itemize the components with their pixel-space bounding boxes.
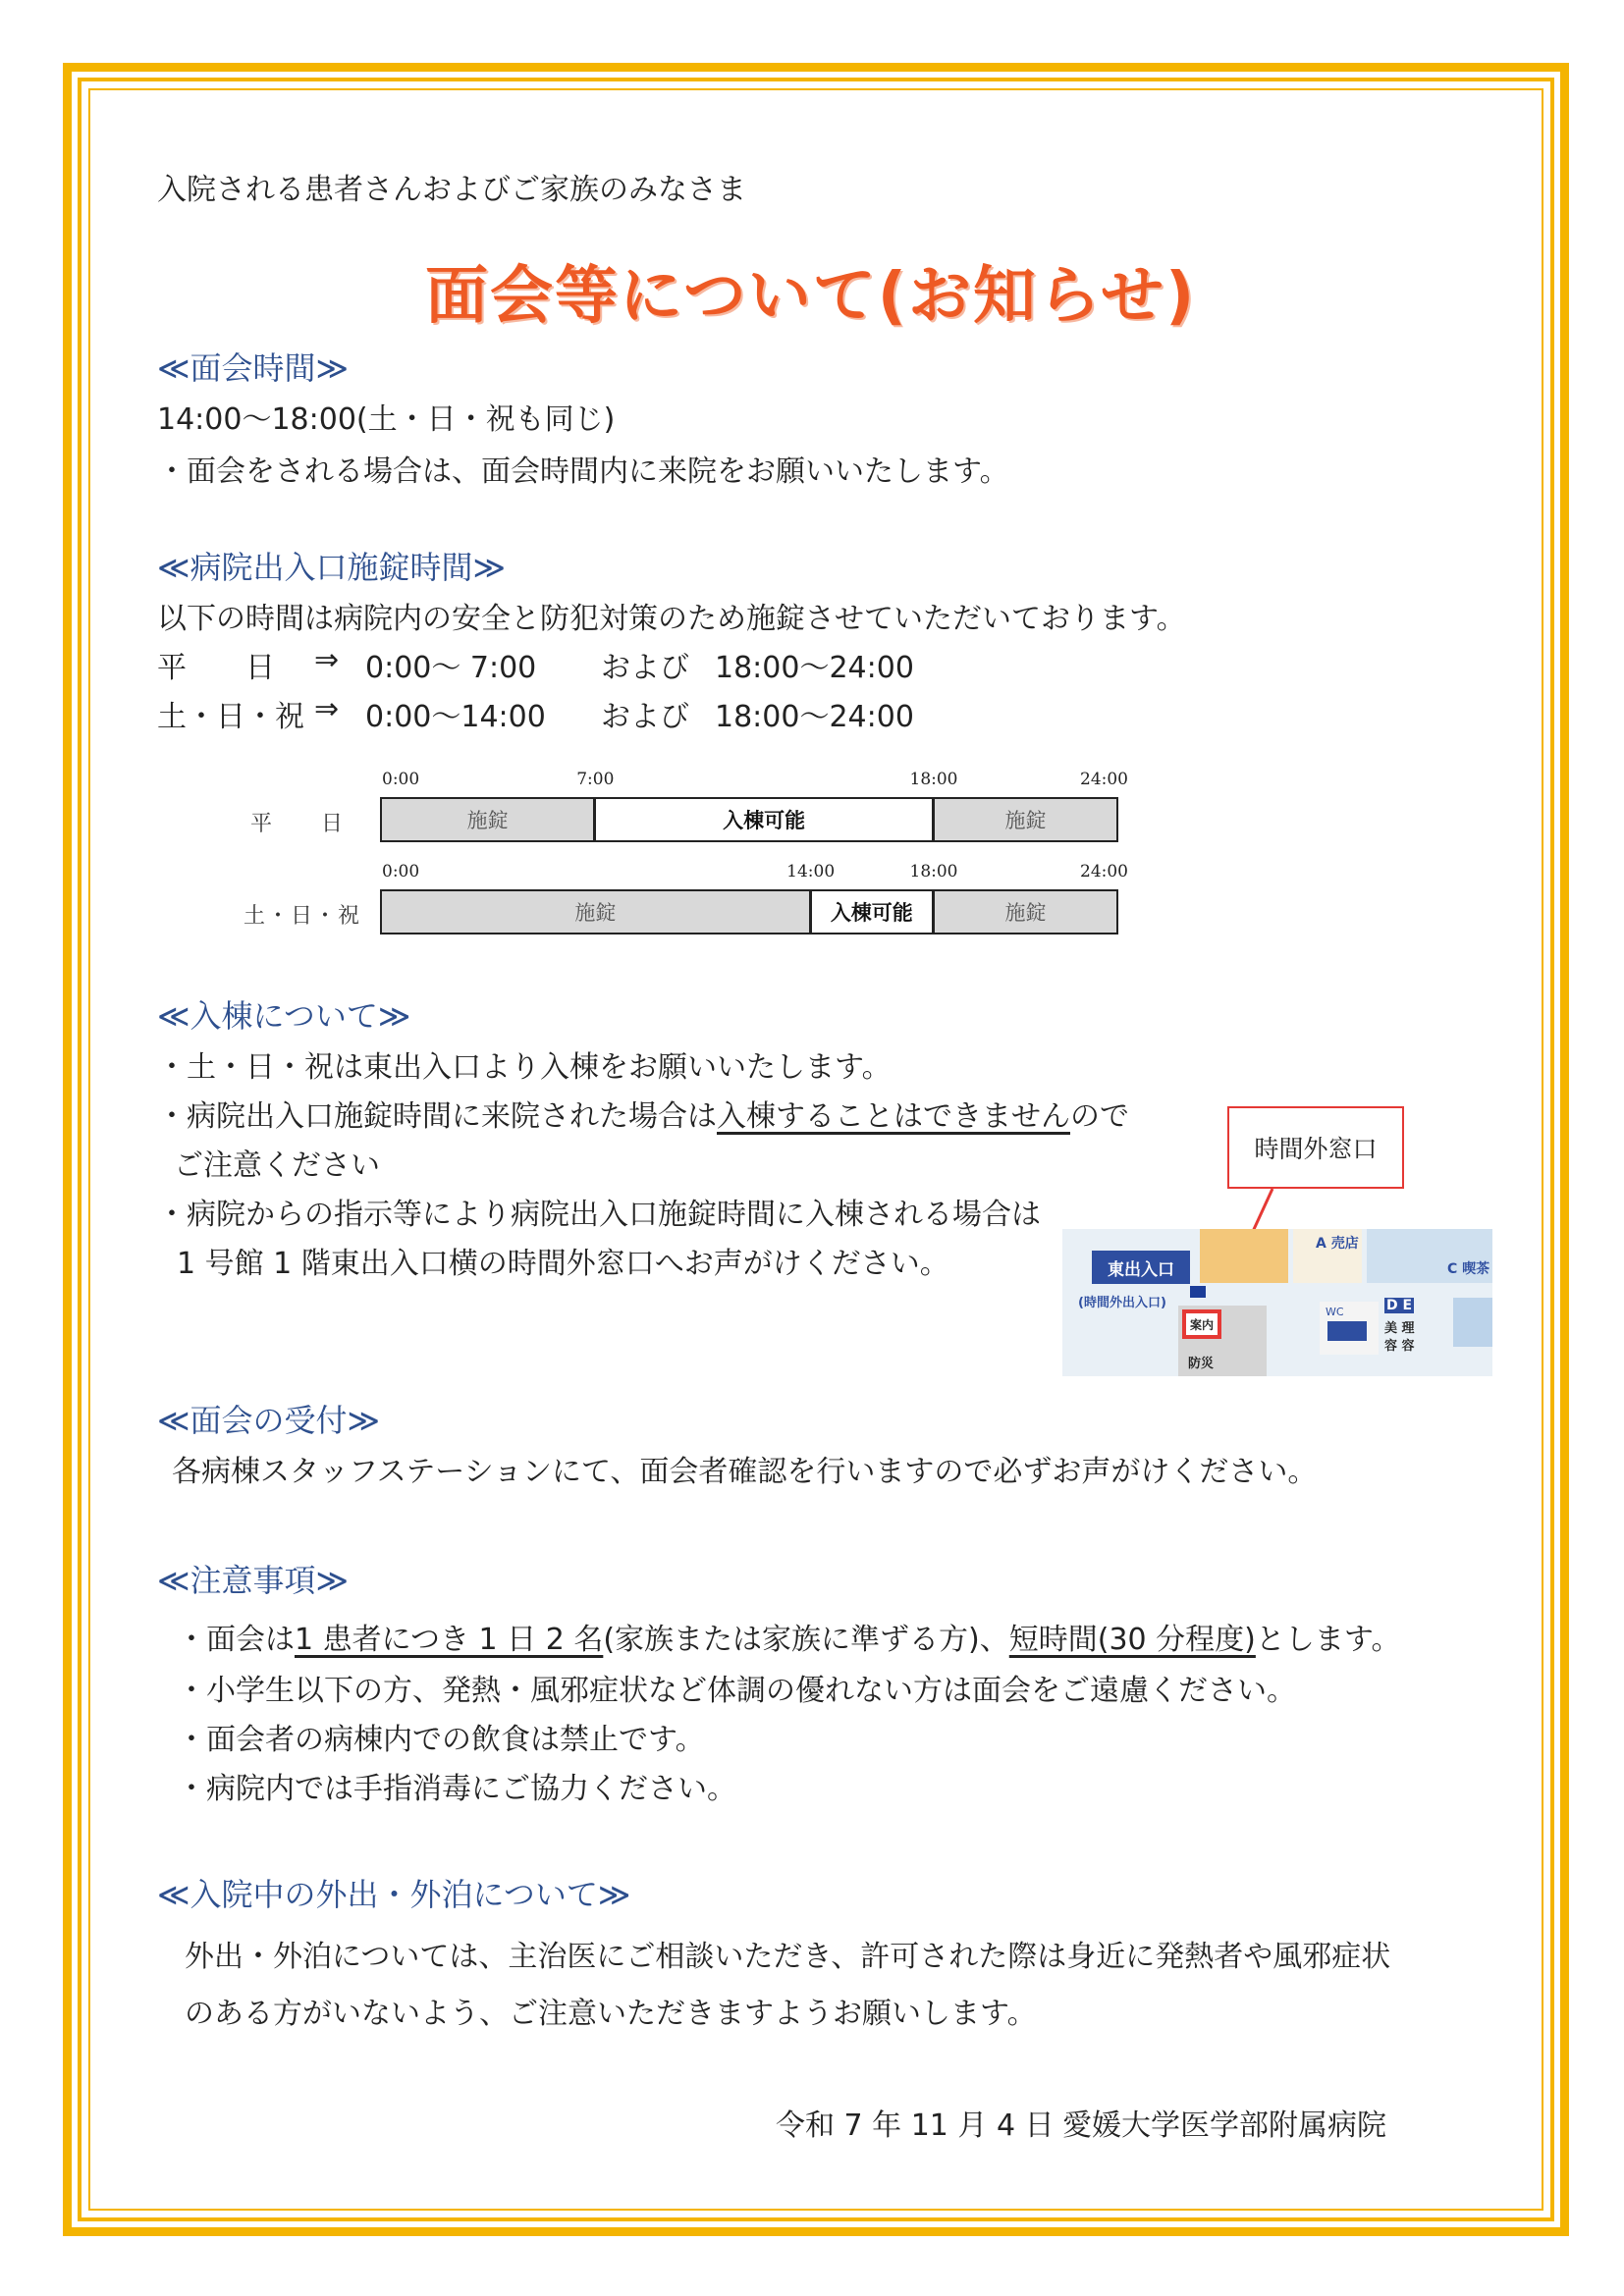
after-hours-callout: 時間外窓口: [1227, 1106, 1404, 1189]
map-disaster-room: 防災: [1188, 1357, 1215, 1371]
entry-line-5: 1 号館 1 階東出入口横の時間外窓口へお声がけください。: [177, 1247, 949, 1281]
timeline-segment-weekday-open-1: 入棟可能: [594, 797, 934, 842]
visiting-hours-heading: ≪面会時間≫: [157, 349, 350, 387]
notes-item-4: ・病院内では手指消毒にご協力ください。: [177, 1772, 736, 1806]
timeline-tick-holiday-0: 0:00: [382, 862, 420, 881]
notes-item-1: ・面会は1 患者につき 1 日 2 名(家族または家族に準ずる方)、短時間(30 分程度)とします。: [177, 1623, 1401, 1657]
page-title: 面会等について(お知らせ): [425, 260, 1197, 333]
map-beauty: 美 理: [1384, 1321, 1415, 1336]
outing-line-1: 外出・外泊については、主治医にご相談いただき、許可された際は身近に発熱者や風邪症状: [185, 1940, 1391, 1974]
weekday-and: および: [601, 651, 689, 685]
holiday-range2: 18:00～24:00: [715, 700, 914, 734]
weekday-label: 平 日: [157, 651, 275, 685]
reception-text: 各病棟スタッフステーションにて、面会者確認を行いますので必ずお声がけください。: [172, 1455, 1318, 1489]
weekday-range1: 0:00～ 7:00: [365, 651, 537, 685]
timeline-segment-weekday-locked-0: 施錠: [380, 797, 595, 842]
footer-organization: 愛媛大学医学部附属病院: [1062, 2109, 1386, 2143]
timeline-segment-holiday-locked-2: 施錠: [933, 889, 1118, 934]
map-beauty-2: 容 容: [1384, 1339, 1415, 1354]
entry-line-3: ご注意ください: [174, 1148, 380, 1183]
timeline-row-label-holiday: 土・日・祝: [244, 904, 362, 929]
map-de: D E: [1386, 1298, 1413, 1313]
timeline-tick-weekday-3: 24:00: [1080, 770, 1128, 789]
floor-map: [1062, 1229, 1492, 1376]
footer-date: 令和 7 年 11 月 4 日: [776, 2109, 1055, 2143]
lock-hours-heading: ≪病院出入口施錠時間≫: [157, 549, 507, 586]
notes-item-1-emphasis-1: 1 患者につき 1 日 2 名: [295, 1623, 604, 1657]
notes-heading: ≪注意事項≫: [157, 1562, 350, 1599]
greeting: 入院される患者さんおよびご家族のみなさま: [157, 173, 746, 207]
notes-item-1-emphasis-2: 短時間(30 分程度): [1008, 1623, 1256, 1657]
map-wc: WC: [1326, 1306, 1344, 1318]
outing-heading: ≪入院中の外出・外泊について≫: [157, 1876, 631, 1913]
timeline-tick-weekday-0: 0:00: [382, 770, 420, 789]
timeline-segment-weekday-locked-2: 施錠: [933, 797, 1118, 842]
entry-heading: ≪入棟について≫: [157, 997, 411, 1035]
holiday-label: 土・日・祝: [157, 700, 304, 734]
entry-line-1: ・土・日・祝は東出入口より入棟をお願いいたします。: [157, 1050, 892, 1085]
holiday-arrow: ⇒: [314, 692, 340, 726]
visiting-hours-note: ・面会をされる場合は、面会時間内に来院をお願いいたします。: [157, 454, 1009, 489]
map-info-desk: 案内: [1182, 1309, 1221, 1339]
timeline-tick-weekday-1: 7:00: [576, 770, 615, 789]
timeline-tick-weekday-2: 18:00: [909, 770, 958, 789]
reception-heading: ≪面会の受付≫: [157, 1402, 381, 1439]
timeline-row-label-weekday: 平 日: [250, 812, 346, 836]
holiday-and: および: [601, 700, 689, 734]
timeline-tick-holiday-3: 24:00: [1080, 862, 1128, 881]
entry-line-2: ・病院出入口施錠時間に来院された場合は入棟することはできませんので: [157, 1099, 1129, 1134]
visiting-hours-time: 14:00～18:00(土・日・祝も同じ): [157, 402, 616, 437]
map-cafe: C 喫茶: [1447, 1261, 1490, 1277]
notes-item-3: ・面会者の病棟内での飲食は禁止です。: [177, 1723, 705, 1757]
weekday-arrow: ⇒: [314, 643, 340, 677]
map-room-orange: [1200, 1229, 1288, 1283]
map-shop: A 売店: [1316, 1236, 1359, 1252]
map-after-hours-entrance: (時間外出入口): [1078, 1296, 1166, 1310]
timeline-tick-holiday-1: 14:00: [786, 862, 836, 881]
map-entrance-marker: [1190, 1286, 1206, 1298]
weekday-range2: 18:00～24:00: [715, 651, 914, 685]
timeline-tick-holiday-2: 18:00: [909, 862, 958, 881]
outing-line-2: のある方がいないよう、ご注意いただきますようお願いします。: [185, 1997, 1037, 2031]
timeline-segment-holiday-open-1: 入棟可能: [810, 889, 934, 934]
holiday-range1: 0:00～14:00: [365, 700, 546, 734]
map-east-entrance: 東出入口: [1092, 1251, 1190, 1284]
entry-line-4: ・病院からの指示等により病院出入口施錠時間に入棟される場合は: [157, 1198, 1041, 1232]
lock-hours-intro: 以下の時間は病院内の安全と防犯対策のため施錠させていただいております。: [157, 602, 1186, 636]
timeline-segment-holiday-locked-0: 施錠: [380, 889, 811, 934]
wheelchair-icon: [1327, 1321, 1367, 1341]
entry-line-2-emphasis: 入棟することはできません: [717, 1099, 1070, 1134]
notes-item-2: ・小学生以下の方、発熱・風邪症状など体調の優れない方は面会をご遠慮ください。: [177, 1674, 1296, 1708]
